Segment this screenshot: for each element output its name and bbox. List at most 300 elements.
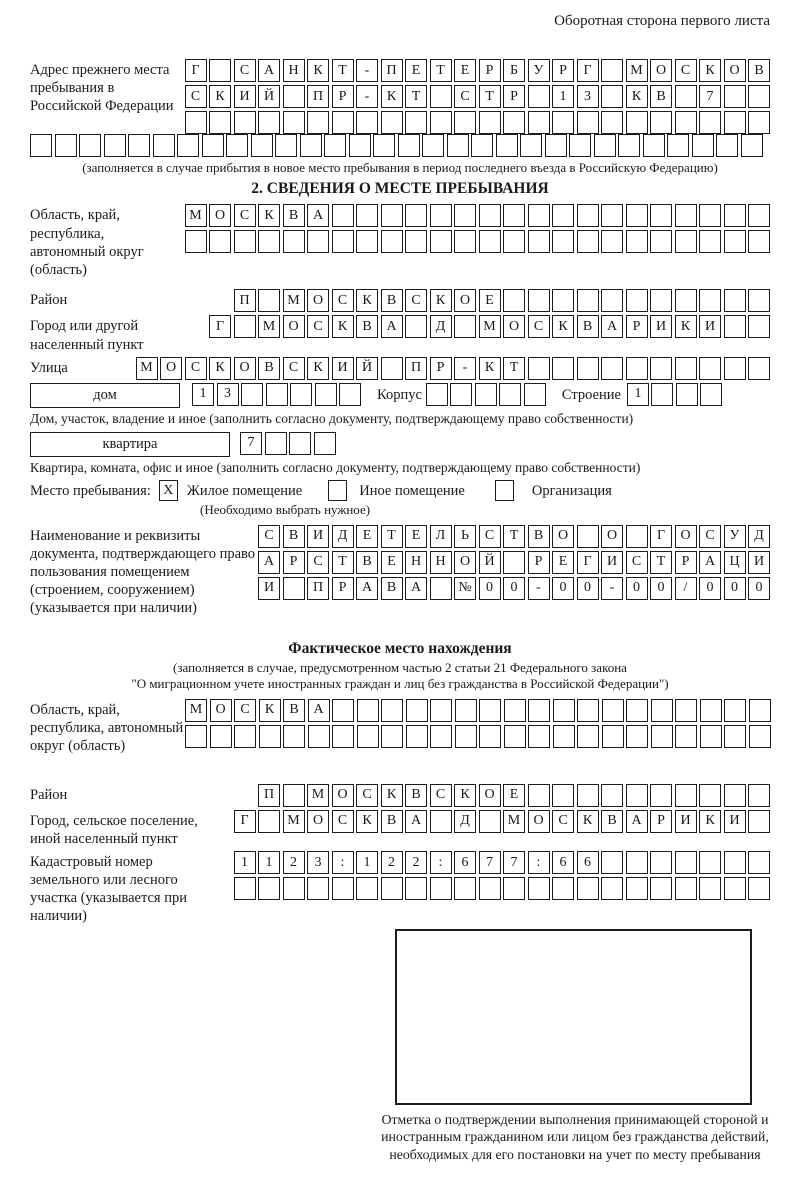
char-cell[interactable] [503,111,525,134]
char-cell[interactable] [430,204,452,227]
char-cell[interactable]: К [479,357,501,380]
char-cell[interactable] [650,877,672,900]
char-cell[interactable] [454,877,476,900]
char-cell[interactable]: 3 [217,383,239,406]
char-cell[interactable] [601,851,623,874]
char-cell[interactable]: 0 [479,577,501,600]
char-cell[interactable]: С [234,59,256,82]
char-cell[interactable]: С [356,784,378,807]
char-cell[interactable]: О [724,59,746,82]
char-cell[interactable] [332,877,354,900]
char-cell[interactable]: П [234,289,256,312]
char-cell[interactable]: - [356,85,378,108]
char-cell[interactable] [724,230,746,253]
char-cell[interactable] [724,289,746,312]
char-cell[interactable]: Й [479,551,501,574]
char-cell[interactable] [503,289,525,312]
char-cell[interactable] [699,851,721,874]
char-cell[interactable] [258,111,280,134]
char-cell[interactable] [356,204,378,227]
char-cell[interactable]: В [283,204,305,227]
char-cell[interactable] [626,784,648,807]
char-cell[interactable]: Е [356,525,378,548]
char-cell[interactable] [748,289,770,312]
char-cell[interactable]: С [234,204,256,227]
char-cell[interactable] [430,877,452,900]
char-cell[interactable] [454,111,476,134]
char-cell[interactable] [528,230,550,253]
char-cell[interactable] [650,111,672,134]
char-cell[interactable]: К [259,699,281,722]
char-cell[interactable]: Г [577,551,599,574]
char-cell[interactable]: Р [528,551,550,574]
char-cell[interactable] [699,289,721,312]
char-cell[interactable] [699,357,721,380]
char-cell[interactable]: К [675,315,697,338]
char-cell[interactable]: Г [209,315,231,338]
char-cell[interactable]: 6 [552,851,574,874]
char-cell[interactable] [234,725,256,748]
char-cell[interactable] [699,204,721,227]
char-cell[interactable] [601,111,623,134]
char-cell[interactable] [209,59,231,82]
char-cell[interactable] [552,784,574,807]
char-cell[interactable]: К [356,810,378,833]
char-cell[interactable] [339,383,361,406]
char-cell[interactable] [479,111,501,134]
char-cell[interactable] [251,134,273,157]
char-cell[interactable]: Й [258,85,280,108]
char-cell[interactable] [601,230,623,253]
char-cell[interactable] [552,111,574,134]
char-cell[interactable] [601,357,623,380]
char-cell[interactable]: В [258,357,280,380]
char-cell[interactable] [545,134,567,157]
char-cell[interactable] [177,134,199,157]
char-cell[interactable] [650,784,672,807]
char-cell[interactable]: Т [503,357,525,380]
char-cell[interactable] [626,204,648,227]
char-cell[interactable] [405,230,427,253]
char-cell[interactable]: Г [185,59,207,82]
char-cell[interactable]: - [356,59,378,82]
char-cell[interactable]: Т [332,551,354,574]
char-cell[interactable] [667,134,689,157]
char-cell[interactable]: Е [454,59,476,82]
char-cell[interactable] [455,699,477,722]
char-cell[interactable] [724,725,746,748]
char-cell[interactable] [577,357,599,380]
char-cell[interactable]: М [283,289,305,312]
char-cell[interactable] [381,357,403,380]
char-cell[interactable] [283,877,305,900]
char-cell[interactable] [626,851,648,874]
char-cell[interactable]: Й [356,357,378,380]
char-cell[interactable] [430,111,452,134]
char-cell[interactable] [307,230,329,253]
char-cell[interactable]: В [405,784,427,807]
char-cell[interactable]: М [185,699,207,722]
char-cell[interactable]: С [234,699,256,722]
char-cell[interactable]: 0 [503,577,525,600]
char-cell[interactable]: С [626,551,648,574]
char-cell[interactable] [503,877,525,900]
char-cell[interactable]: Т [332,59,354,82]
char-cell[interactable]: С [405,289,427,312]
char-cell[interactable] [479,230,501,253]
char-cell[interactable]: 1 [234,851,256,874]
char-cell[interactable] [699,784,721,807]
char-cell[interactable] [357,699,379,722]
char-cell[interactable] [430,85,452,108]
char-cell[interactable]: О [454,289,476,312]
char-cell[interactable]: В [381,810,403,833]
char-cell[interactable] [650,204,672,227]
char-cell[interactable] [626,699,648,722]
char-cell[interactable] [724,851,746,874]
char-cell[interactable] [332,111,354,134]
char-cell[interactable]: Т [430,59,452,82]
char-cell[interactable]: : [332,851,354,874]
char-cell[interactable] [475,383,497,406]
char-cell[interactable]: 7 [479,851,501,874]
char-cell[interactable] [356,230,378,253]
char-cell[interactable] [447,134,469,157]
char-cell[interactable] [479,810,501,833]
char-cell[interactable]: 1 [192,383,214,406]
char-cell[interactable] [398,134,420,157]
char-cell[interactable] [626,230,648,253]
char-cell[interactable]: С [283,357,305,380]
char-cell[interactable] [373,134,395,157]
char-cell[interactable]: 6 [577,851,599,874]
char-cell[interactable] [381,204,403,227]
char-cell[interactable] [455,725,477,748]
char-cell[interactable]: - [528,577,550,600]
char-cell[interactable]: М [479,315,501,338]
char-cell[interactable]: Л [430,525,452,548]
char-cell[interactable]: И [258,577,280,600]
char-cell[interactable]: К [307,59,329,82]
char-cell[interactable]: О [332,784,354,807]
char-cell[interactable] [479,204,501,227]
char-cell[interactable]: О [307,810,329,833]
char-cell[interactable] [748,877,770,900]
char-cell[interactable] [356,877,378,900]
char-cell[interactable]: И [307,525,329,548]
char-cell[interactable] [569,134,591,157]
char-cell[interactable]: И [724,810,746,833]
char-cell[interactable] [716,134,738,157]
char-cell[interactable] [650,230,672,253]
char-cell[interactable]: Р [626,315,648,338]
char-cell[interactable] [454,315,476,338]
char-cell[interactable] [724,877,746,900]
char-cell[interactable]: Р [430,357,452,380]
char-cell[interactable]: К [552,315,574,338]
char-cell[interactable] [577,725,599,748]
char-cell[interactable] [524,383,546,406]
char-cell[interactable] [676,383,698,406]
char-cell[interactable] [406,725,428,748]
char-cell[interactable] [724,699,746,722]
char-cell[interactable] [650,289,672,312]
char-cell[interactable] [454,204,476,227]
char-cell[interactable]: С [332,289,354,312]
char-cell[interactable] [553,725,575,748]
char-cell[interactable] [258,810,280,833]
char-cell[interactable] [265,432,287,455]
char-cell[interactable] [675,784,697,807]
char-cell[interactable]: С [307,551,329,574]
char-cell[interactable]: А [258,551,280,574]
char-cell[interactable] [724,357,746,380]
char-cell[interactable]: Е [381,551,403,574]
char-cell[interactable] [528,85,550,108]
char-cell[interactable] [748,85,770,108]
char-cell[interactable]: С [552,810,574,833]
char-cell[interactable] [626,877,648,900]
char-cell[interactable] [454,230,476,253]
char-cell[interactable]: А [381,315,403,338]
char-cell[interactable] [381,230,403,253]
char-cell[interactable]: Р [552,59,574,82]
char-cell[interactable] [258,289,280,312]
char-cell[interactable]: М [185,204,207,227]
char-cell[interactable]: / [675,577,697,600]
char-cell[interactable]: О [209,204,231,227]
char-cell[interactable] [332,725,354,748]
char-cell[interactable] [289,432,311,455]
char-cell[interactable]: 1 [552,85,574,108]
char-cell[interactable]: К [381,85,403,108]
char-cell[interactable]: П [307,577,329,600]
char-cell[interactable]: О [503,315,525,338]
char-cell[interactable] [479,877,501,900]
char-cell[interactable] [675,877,697,900]
char-cell[interactable]: К [454,784,476,807]
char-cell[interactable] [601,85,623,108]
checkbox-inoe[interactable] [328,480,347,501]
char-cell[interactable]: В [356,315,378,338]
char-cell[interactable]: К [209,85,231,108]
char-cell[interactable] [577,877,599,900]
char-cell[interactable]: Р [503,85,525,108]
char-cell[interactable] [314,432,336,455]
char-cell[interactable] [724,85,746,108]
char-cell[interactable]: М [283,810,305,833]
char-cell[interactable]: Д [454,810,476,833]
char-cell[interactable] [748,357,770,380]
char-cell[interactable]: В [577,315,599,338]
char-cell[interactable] [748,230,770,253]
char-cell[interactable] [748,111,770,134]
char-cell[interactable] [748,204,770,227]
char-cell[interactable]: Е [552,551,574,574]
char-cell[interactable] [283,85,305,108]
char-cell[interactable]: Е [405,525,427,548]
char-cell[interactable]: А [405,577,427,600]
char-cell[interactable]: В [650,85,672,108]
char-cell[interactable]: Ь [454,525,476,548]
apartment-type-box[interactable]: квартира [30,432,230,457]
char-cell[interactable] [528,877,550,900]
char-cell[interactable] [528,357,550,380]
char-cell[interactable] [332,230,354,253]
char-cell[interactable]: Б [503,59,525,82]
char-cell[interactable]: А [699,551,721,574]
char-cell[interactable] [234,230,256,253]
char-cell[interactable]: Р [283,551,305,574]
checkbox-zhiloe[interactable]: X [159,480,178,501]
char-cell[interactable]: О [528,810,550,833]
char-cell[interactable]: А [405,810,427,833]
char-cell[interactable]: 0 [626,577,648,600]
char-cell[interactable]: С [332,810,354,833]
char-cell[interactable]: 7 [240,432,262,455]
char-cell[interactable] [577,230,599,253]
char-cell[interactable] [275,134,297,157]
char-cell[interactable]: М [626,59,648,82]
char-cell[interactable] [283,784,305,807]
char-cell[interactable] [504,725,526,748]
char-cell[interactable] [552,230,574,253]
char-cell[interactable] [234,877,256,900]
char-cell[interactable] [307,877,329,900]
char-cell[interactable] [577,525,599,548]
char-cell[interactable] [749,725,771,748]
char-cell[interactable]: - [454,357,476,380]
char-cell[interactable] [749,699,771,722]
char-cell[interactable]: О [160,357,182,380]
char-cell[interactable] [626,725,648,748]
char-cell[interactable]: Н [283,59,305,82]
char-cell[interactable]: В [283,699,305,722]
char-cell[interactable]: М [307,784,329,807]
char-cell[interactable] [283,111,305,134]
char-cell[interactable]: К [307,357,329,380]
char-cell[interactable] [602,699,624,722]
char-cell[interactable] [104,134,126,157]
char-cell[interactable] [552,289,574,312]
char-cell[interactable] [405,204,427,227]
char-cell[interactable] [601,877,623,900]
char-cell[interactable] [675,699,697,722]
char-cell[interactable] [503,551,525,574]
char-cell[interactable] [700,383,722,406]
char-cell[interactable] [675,204,697,227]
char-cell[interactable] [426,383,448,406]
char-cell[interactable]: 0 [650,577,672,600]
char-cell[interactable]: Т [650,551,672,574]
char-cell[interactable]: Т [479,85,501,108]
char-cell[interactable] [430,725,452,748]
char-cell[interactable]: И [601,551,623,574]
char-cell[interactable] [185,111,207,134]
char-cell[interactable] [700,699,722,722]
char-cell[interactable]: П [307,85,329,108]
char-cell[interactable] [308,725,330,748]
char-cell[interactable] [601,289,623,312]
char-cell[interactable] [406,699,428,722]
char-cell[interactable]: В [748,59,770,82]
char-cell[interactable]: 0 [748,577,770,600]
char-cell[interactable]: К [209,357,231,380]
char-cell[interactable] [405,111,427,134]
char-cell[interactable]: С [479,525,501,548]
char-cell[interactable]: 3 [577,85,599,108]
char-cell[interactable] [601,784,623,807]
char-cell[interactable]: А [626,810,648,833]
char-cell[interactable] [699,230,721,253]
char-cell[interactable] [675,851,697,874]
char-cell[interactable] [741,134,763,157]
char-cell[interactable]: Р [675,551,697,574]
char-cell[interactable]: М [136,357,158,380]
char-cell[interactable]: В [356,551,378,574]
char-cell[interactable] [30,134,52,157]
char-cell[interactable]: 6 [454,851,476,874]
char-cell[interactable] [241,383,263,406]
char-cell[interactable]: Д [430,315,452,338]
char-cell[interactable] [650,357,672,380]
char-cell[interactable]: Т [503,525,525,548]
char-cell[interactable]: 2 [283,851,305,874]
char-cell[interactable]: О [601,525,623,548]
char-cell[interactable]: С [258,525,280,548]
char-cell[interactable] [266,383,288,406]
char-cell[interactable]: К [626,85,648,108]
char-cell[interactable]: 0 [577,577,599,600]
char-cell[interactable] [675,357,697,380]
char-cell[interactable] [651,699,673,722]
char-cell[interactable]: О [650,59,672,82]
char-cell[interactable] [699,111,721,134]
char-cell[interactable] [594,134,616,157]
char-cell[interactable] [450,383,472,406]
char-cell[interactable]: В [381,289,403,312]
char-cell[interactable]: 2 [405,851,427,874]
char-cell[interactable] [300,134,322,157]
char-cell[interactable]: Т [381,525,403,548]
char-cell[interactable] [185,725,207,748]
char-cell[interactable]: 0 [724,577,746,600]
char-cell[interactable]: О [479,784,501,807]
char-cell[interactable]: Т [405,85,427,108]
char-cell[interactable] [381,111,403,134]
char-cell[interactable] [226,134,248,157]
char-cell[interactable] [153,134,175,157]
char-cell[interactable]: С [528,315,550,338]
char-cell[interactable] [528,784,550,807]
char-cell[interactable] [748,810,770,833]
char-cell[interactable] [283,725,305,748]
char-cell[interactable]: А [307,204,329,227]
char-cell[interactable]: Ц [724,551,746,574]
char-cell[interactable]: О [675,525,697,548]
char-cell[interactable] [258,230,280,253]
char-cell[interactable]: К [258,204,280,227]
char-cell[interactable] [692,134,714,157]
char-cell[interactable] [553,699,575,722]
char-cell[interactable] [503,230,525,253]
char-cell[interactable]: Р [650,810,672,833]
char-cell[interactable] [422,134,444,157]
char-cell[interactable] [651,725,673,748]
char-cell[interactable]: В [283,525,305,548]
char-cell[interactable]: И [748,551,770,574]
char-cell[interactable] [528,204,550,227]
